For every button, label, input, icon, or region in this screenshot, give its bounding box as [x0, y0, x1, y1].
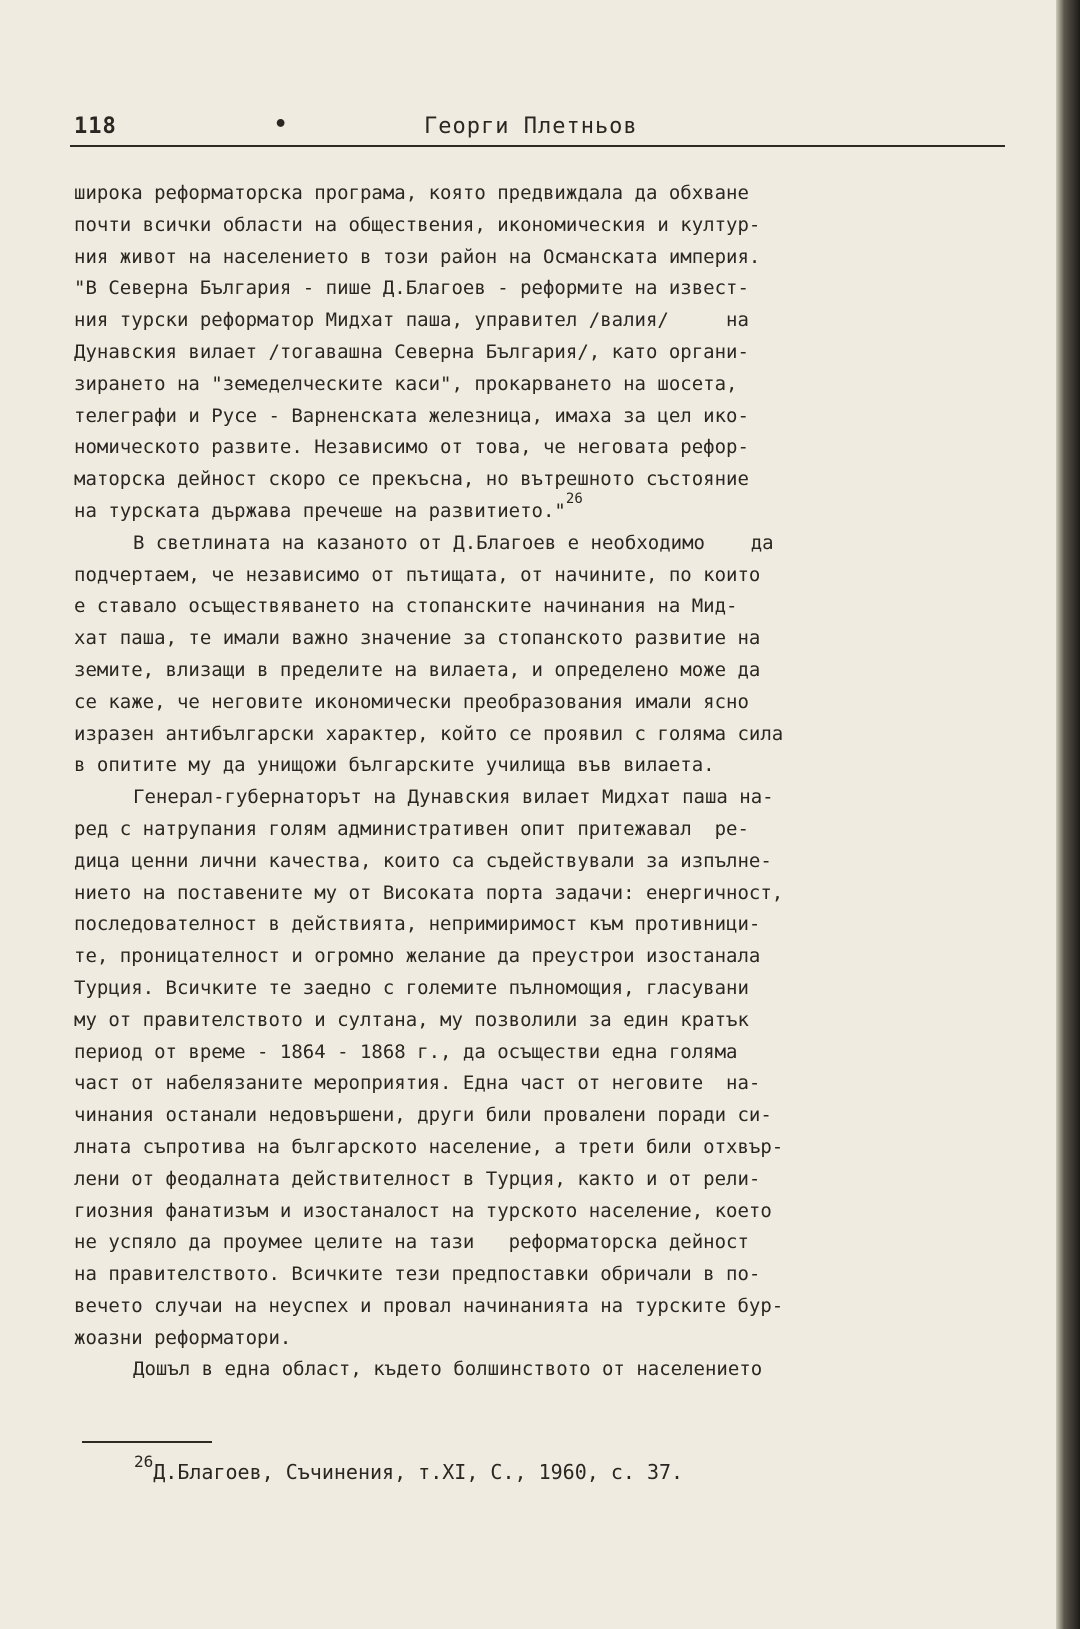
text-line: последователност в действията, непримиримост към противници- — [74, 913, 761, 936]
footnote-rule — [82, 1441, 212, 1443]
footnote — [134, 1452, 1014, 1484]
text-line: период от време - 1864 - 1868 г., да осъществи една голяма — [74, 1040, 738, 1063]
text-line: се каже, че неговите икономически преобразования имали ясно — [74, 690, 749, 713]
text-line: почти всички области на обществения, икономическия и култур- — [74, 213, 761, 236]
text-line: нието на поставените му от Високата порта задачи: енергичност, — [74, 881, 784, 904]
text-line: Дунавския вилает /тогавашна Северна България/, като органи- — [74, 340, 749, 363]
text-line: "В Северна България - пише Д.Благоев - реформите на извест- — [74, 277, 749, 300]
paragraph — [74, 528, 1009, 782]
text-line: не успяло да проумее целите на тази реформаторска дейност — [74, 1231, 749, 1254]
text-line: номическото развите. Независимо от това, че неговата рефор- — [74, 436, 749, 459]
text-line: Турция. Всичките те заедно с големите пълномощия, гласувани — [74, 976, 749, 999]
text-line: чинания останали недовършени, други били провалени поради си- — [74, 1104, 772, 1127]
page-edge-shadow — [1056, 0, 1080, 1629]
text-line: гиозния фанатизъм и изостаналост на турското население, което — [74, 1199, 772, 1222]
text-line: Генерал-губернаторът на Дунавския вилает Мидхат паша на- — [133, 786, 774, 809]
footnote-reference: 26 — [565, 490, 583, 507]
text-line: ния живот на населението в този район на Османската империя. — [74, 245, 761, 268]
text-line: те, проницателност и огромно желание да преустрои изостанала — [74, 945, 761, 968]
running-title: Георги Плетньов — [424, 114, 638, 139]
text-line: изразен антибългарски характер, който се проявил с голяма сила — [74, 722, 784, 745]
text-line: ред с натрупания голям административен опит притежавал ре- — [74, 817, 749, 840]
text-line: земите, влизащи в пределите на вилаета, и определено може да — [74, 658, 761, 681]
text-line: вечето случаи на неуспех и провал начинанията на турските бур- — [74, 1294, 784, 1317]
text-line: хат паша, те имали важно значение за стопанското развитие на — [74, 627, 761, 650]
page-number: 118 — [74, 114, 117, 139]
text-line: на правителството. Всичките тези предпоставки обричали в по- — [74, 1263, 761, 1286]
text-line: на турската държава пречеше на развитието." — [74, 499, 566, 522]
text-line: ния турски реформатор Мидхат паша, управител /валия/ на — [74, 309, 749, 332]
footnote-text: Д.Благоев, Съчинения, т.XI, С., 1960, с. 37. — [153, 1460, 684, 1484]
text-line: лени от феодалната действителност в Турция, както и от рели- — [74, 1167, 761, 1190]
text-line-with-ref — [74, 490, 1009, 528]
paragraph — [74, 782, 1009, 1354]
text-line: подчертаем, че независимо от пътищата, от начините, по които — [74, 563, 761, 586]
text-line: жоазни реформатори. — [74, 1326, 292, 1349]
text-line: В светлината на казаното от Д.Благоев е необходимо да — [133, 531, 774, 554]
text-line: му от правителството и султана, му позволили за един кратък — [74, 1008, 749, 1031]
text-line: дица ценни лични качества, които са съдействували за изпълне- — [74, 849, 772, 872]
body-text — [74, 178, 1009, 1386]
text-line: част от набелязаните мероприятия. Една част от неговите на- — [74, 1072, 761, 1095]
paragraph — [74, 1354, 1009, 1386]
text-line: маторска дейност скоро се прекъсна, но вътрешното състояние — [74, 468, 749, 491]
header-separator: • — [274, 112, 288, 137]
paragraph — [74, 178, 1009, 528]
text-line: Дошъл в една област, където болшинството от населението — [133, 1358, 763, 1381]
text-line: широка реформаторска програма, която предвиждала да обхване — [74, 182, 749, 204]
text-line: лната съпротива на българското население, а трети били отхвър- — [74, 1135, 784, 1158]
text-line: е ставало осъществяването на стопанските начинания на Мид- — [74, 595, 738, 618]
text-line: телеграфи и Русе - Варненската железница, имаха за цел ико- — [74, 404, 749, 427]
running-header — [74, 114, 1004, 144]
text-line: зирането на "земеделческите каси", прокарването на шосета, — [74, 372, 738, 395]
text-line: в опитите му да унищожи българските училища във вилаета. — [74, 754, 715, 777]
footnote-marker: 26 — [134, 1452, 154, 1471]
header-rule — [70, 145, 1005, 147]
